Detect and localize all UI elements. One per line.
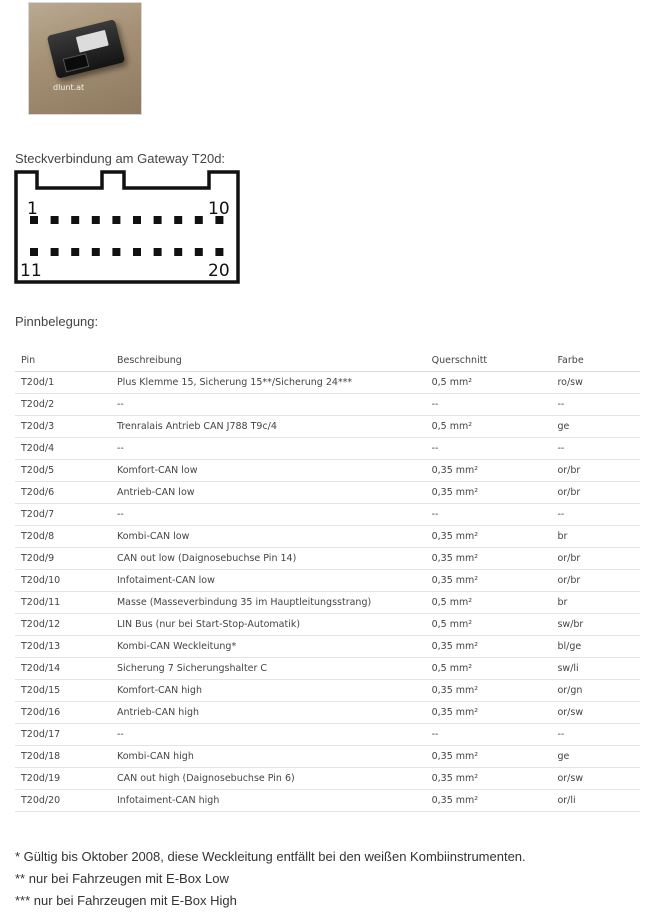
pin-12 — [51, 248, 59, 256]
pin-15 — [112, 248, 120, 256]
cell-cross-section: 0,5 mm² — [426, 416, 552, 438]
cell-cross-section: 0,35 mm² — [426, 526, 552, 548]
cell-pin: T20d/13 — [15, 636, 111, 658]
cell-color: -- — [551, 504, 640, 526]
cell-description: -- — [111, 504, 426, 526]
pin-14 — [92, 248, 100, 256]
cell-description: -- — [111, 394, 426, 416]
cell-pin: T20d/2 — [15, 394, 111, 416]
pin-8 — [174, 216, 182, 224]
cell-pin: T20d/9 — [15, 548, 111, 570]
table-row — [15, 482, 640, 504]
cell-cross-section: 0,5 mm² — [426, 592, 552, 614]
table-row — [15, 790, 640, 812]
cell-description: -- — [111, 438, 426, 460]
cell-description: Masse (Masseverbindung 35 im Hauptleitungsstrang) — [111, 592, 426, 614]
table-row — [15, 592, 640, 614]
cell-color: or/sw — [551, 702, 640, 724]
cell-cross-section: 0,35 mm² — [426, 768, 552, 790]
cell-pin: T20d/6 — [15, 482, 111, 504]
pin-6 — [133, 216, 141, 224]
table-row — [15, 636, 640, 658]
gateway-photo — [28, 2, 142, 115]
cell-cross-section: 0,35 mm² — [426, 702, 552, 724]
cell-cross-section: 0,35 mm² — [426, 570, 552, 592]
cell-color: bl/ge — [551, 636, 640, 658]
cell-cross-section: 0,5 mm² — [426, 658, 552, 680]
pin-3 — [71, 216, 79, 224]
cell-cross-section: 0,35 mm² — [426, 790, 552, 812]
footnote-2: ** nur bei Fahrzeugen mit E-Box Low — [15, 871, 229, 886]
pin-9 — [195, 216, 203, 224]
table-row — [15, 702, 640, 724]
table-row — [15, 416, 640, 438]
gateway-module-image — [47, 19, 126, 79]
pinout-table — [15, 350, 640, 812]
pin-5 — [112, 216, 120, 224]
cell-description: Trenralais Antrieb CAN J788 T9c/4 — [111, 416, 426, 438]
cell-color: or/li — [551, 790, 640, 812]
pin-17 — [154, 248, 162, 256]
cell-color: or/br — [551, 570, 640, 592]
cell-color: br — [551, 592, 640, 614]
cell-cross-section: -- — [426, 394, 552, 416]
cell-color: ge — [551, 416, 640, 438]
cell-description: Sicherung 7 Sicherungshalter C — [111, 658, 426, 680]
cell-pin: T20d/7 — [15, 504, 111, 526]
cell-cross-section: 0,35 mm² — [426, 636, 552, 658]
cell-description: CAN out low (Daignosebuchse Pin 14) — [111, 548, 426, 570]
cell-description: Antrieb-CAN high — [111, 702, 426, 724]
cell-description: Infotaiment-CAN high — [111, 790, 426, 812]
pin-4 — [92, 216, 100, 224]
pin-label-20: 20 — [208, 261, 230, 281]
pin-16 — [133, 248, 141, 256]
cell-description: Plus Klemme 15, Sicherung 15**/Sicherung 24*** — [111, 372, 426, 394]
table-row — [15, 460, 640, 482]
footnote-3: *** nur bei Fahrzeugen mit E-Box High — [15, 893, 237, 908]
cell-color: br — [551, 526, 640, 548]
cell-cross-section: 0,35 mm² — [426, 460, 552, 482]
connector-heading: Steckverbindung am Gateway T20d: — [15, 151, 226, 166]
pin-13 — [71, 248, 79, 256]
table-row — [15, 570, 640, 592]
cell-color: ro/sw — [551, 372, 640, 394]
cell-description: Kombi-CAN high — [111, 746, 426, 768]
cell-cross-section: -- — [426, 504, 552, 526]
cell-pin: T20d/5 — [15, 460, 111, 482]
cell-pin: T20d/12 — [15, 614, 111, 636]
footnote-1: * Gültig bis Oktober 2008, diese Weckleitung entfällt bei den weißen Kombiinstrumenten. — [15, 849, 526, 864]
table-row — [15, 680, 640, 702]
cell-description: CAN out high (Daignosebuchse Pin 6) — [111, 768, 426, 790]
cell-description: Infotaiment-CAN low — [111, 570, 426, 592]
photo-watermark: dlunt.at — [53, 83, 85, 92]
cell-description: Kombi-CAN low — [111, 526, 426, 548]
cell-color: -- — [551, 724, 640, 746]
cell-description: Kombi-CAN Weckleitung* — [111, 636, 426, 658]
cell-pin: T20d/14 — [15, 658, 111, 680]
footnotes — [15, 846, 526, 912]
table-row — [15, 504, 640, 526]
cell-color: sw/li — [551, 658, 640, 680]
cell-pin: T20d/16 — [15, 702, 111, 724]
table-row — [15, 614, 640, 636]
pin-11 — [30, 248, 38, 256]
pinout-heading: Pinnbelegung: — [15, 314, 99, 329]
table-row — [15, 768, 640, 790]
connector-pins-bottom — [30, 248, 223, 256]
connector-diagram — [14, 170, 242, 286]
cell-description: Antrieb-CAN low — [111, 482, 426, 504]
cell-pin: T20d/1 — [15, 372, 111, 394]
cell-color: or/br — [551, 548, 640, 570]
cell-pin: T20d/4 — [15, 438, 111, 460]
table-row — [15, 724, 640, 746]
cell-description: LIN Bus (nur bei Start-Stop-Automatik) — [111, 614, 426, 636]
cell-color: sw/br — [551, 614, 640, 636]
cell-pin: T20d/20 — [15, 790, 111, 812]
pin-19 — [195, 248, 203, 256]
connector-pins-top — [30, 216, 223, 224]
table-row — [15, 438, 640, 460]
pin-7 — [154, 216, 162, 224]
cell-pin: T20d/3 — [15, 416, 111, 438]
pin-label-11: 11 — [20, 261, 42, 281]
pin-2 — [51, 216, 59, 224]
cell-cross-section: 0,5 mm² — [426, 372, 552, 394]
cell-cross-section: -- — [426, 438, 552, 460]
cell-color: or/br — [551, 482, 640, 504]
col-header-cross-section: Querschnitt — [426, 350, 552, 372]
cell-cross-section: 0,35 mm² — [426, 548, 552, 570]
table-header-row — [15, 350, 640, 372]
cell-pin: T20d/17 — [15, 724, 111, 746]
cell-pin: T20d/10 — [15, 570, 111, 592]
cell-cross-section: -- — [426, 724, 552, 746]
pin-18 — [174, 248, 182, 256]
cell-cross-section: 0,35 mm² — [426, 482, 552, 504]
pin-label-1: 1 — [27, 199, 38, 219]
col-header-color: Farbe — [551, 350, 640, 372]
cell-cross-section: 0,35 mm² — [426, 680, 552, 702]
cell-color: or/br — [551, 460, 640, 482]
cell-color: or/sw — [551, 768, 640, 790]
cell-pin: T20d/19 — [15, 768, 111, 790]
table-row — [15, 746, 640, 768]
cell-description: Komfort-CAN high — [111, 680, 426, 702]
table-row — [15, 372, 640, 394]
table-row — [15, 658, 640, 680]
cell-description: Komfort-CAN low — [111, 460, 426, 482]
table-row — [15, 394, 640, 416]
cell-color: -- — [551, 438, 640, 460]
table-row — [15, 526, 640, 548]
cell-color: or/gn — [551, 680, 640, 702]
cell-cross-section: 0,35 mm² — [426, 746, 552, 768]
cell-pin: T20d/11 — [15, 592, 111, 614]
pin-20 — [215, 248, 223, 256]
col-header-description: Beschreibung — [111, 350, 426, 372]
table-row — [15, 548, 640, 570]
pin-label-10: 10 — [208, 199, 230, 219]
cell-color: ge — [551, 746, 640, 768]
cell-color: -- — [551, 394, 640, 416]
cell-cross-section: 0,5 mm² — [426, 614, 552, 636]
cell-pin: T20d/8 — [15, 526, 111, 548]
cell-pin: T20d/15 — [15, 680, 111, 702]
cell-description: -- — [111, 724, 426, 746]
col-header-pin: Pin — [15, 350, 111, 372]
cell-pin: T20d/18 — [15, 746, 111, 768]
